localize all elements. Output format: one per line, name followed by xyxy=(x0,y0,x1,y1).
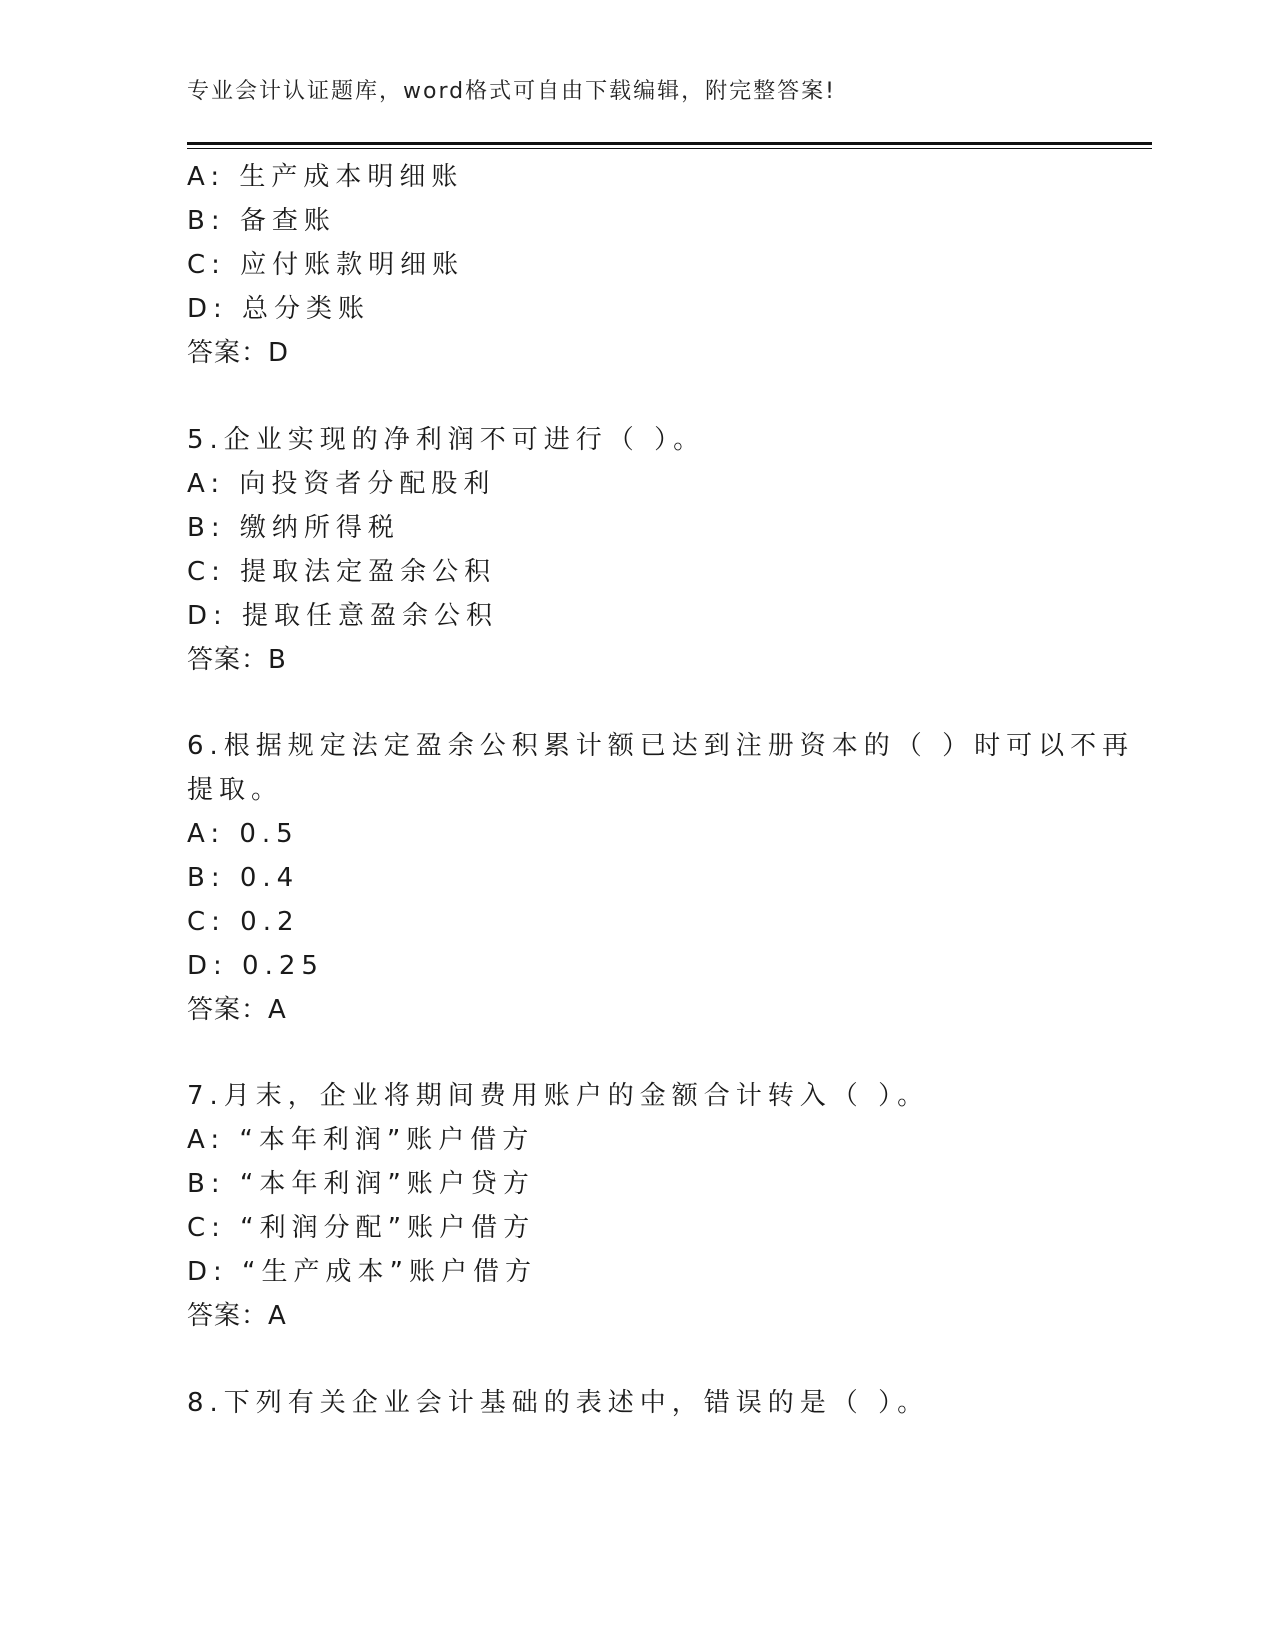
q6-option-b: B: 0.4 xyxy=(187,863,300,893)
q6-option-a: A: 0.5 xyxy=(187,819,299,849)
q7-option-c: C: “利润分配”账户借方 xyxy=(187,1213,536,1243)
question-6-line-2: 提取。 xyxy=(187,775,284,805)
q7-option-b: B: “本年利润”账户贷方 xyxy=(187,1169,535,1199)
q7-option-a: A: “本年利润”账户借方 xyxy=(187,1125,535,1155)
q5-option-b: B: 缴纳所得税 xyxy=(187,513,400,543)
page-header: 专业会计认证题库，word格式可自由下载编辑，附完整答案! xyxy=(187,79,836,104)
header-rule-thick xyxy=(187,142,1152,145)
question-6-line-1: 6.根据规定法定盈余公积累计额已达到注册资本的（ ）时可以不再 xyxy=(187,731,1135,761)
q6-option-c: C: 0.2 xyxy=(187,907,300,937)
q6-answer: 答案：A xyxy=(187,995,287,1025)
header-rule-thin xyxy=(187,148,1152,149)
q5-option-a: A: 向投资者分配股利 xyxy=(187,469,496,499)
q6-option-d: D: 0.25 xyxy=(187,951,324,981)
question-7: 7.月末，企业将期间费用账户的金额合计转入（ ）。 xyxy=(187,1081,930,1111)
option-b: B: 备查账 xyxy=(187,206,336,236)
q5-answer: 答案：B xyxy=(187,645,287,675)
option-d: D: 总分类账 xyxy=(187,294,371,324)
option-c: C: 应付账款明细账 xyxy=(187,250,465,280)
answer: 答案：D xyxy=(187,338,290,368)
q5-option-d: D: 提取任意盈余公积 xyxy=(187,601,499,631)
option-a: A: 生产成本明细账 xyxy=(187,162,464,192)
question-5: 5.企业实现的净利润不可进行（ ）。 xyxy=(187,425,706,455)
q7-answer: 答案：A xyxy=(187,1301,287,1331)
question-8: 8.下列有关企业会计基础的表述中，错误的是（ ）。 xyxy=(187,1388,930,1418)
q5-option-c: C: 提取法定盈余公积 xyxy=(187,557,497,587)
q7-option-d: D: “生产成本”账户借方 xyxy=(187,1257,537,1287)
